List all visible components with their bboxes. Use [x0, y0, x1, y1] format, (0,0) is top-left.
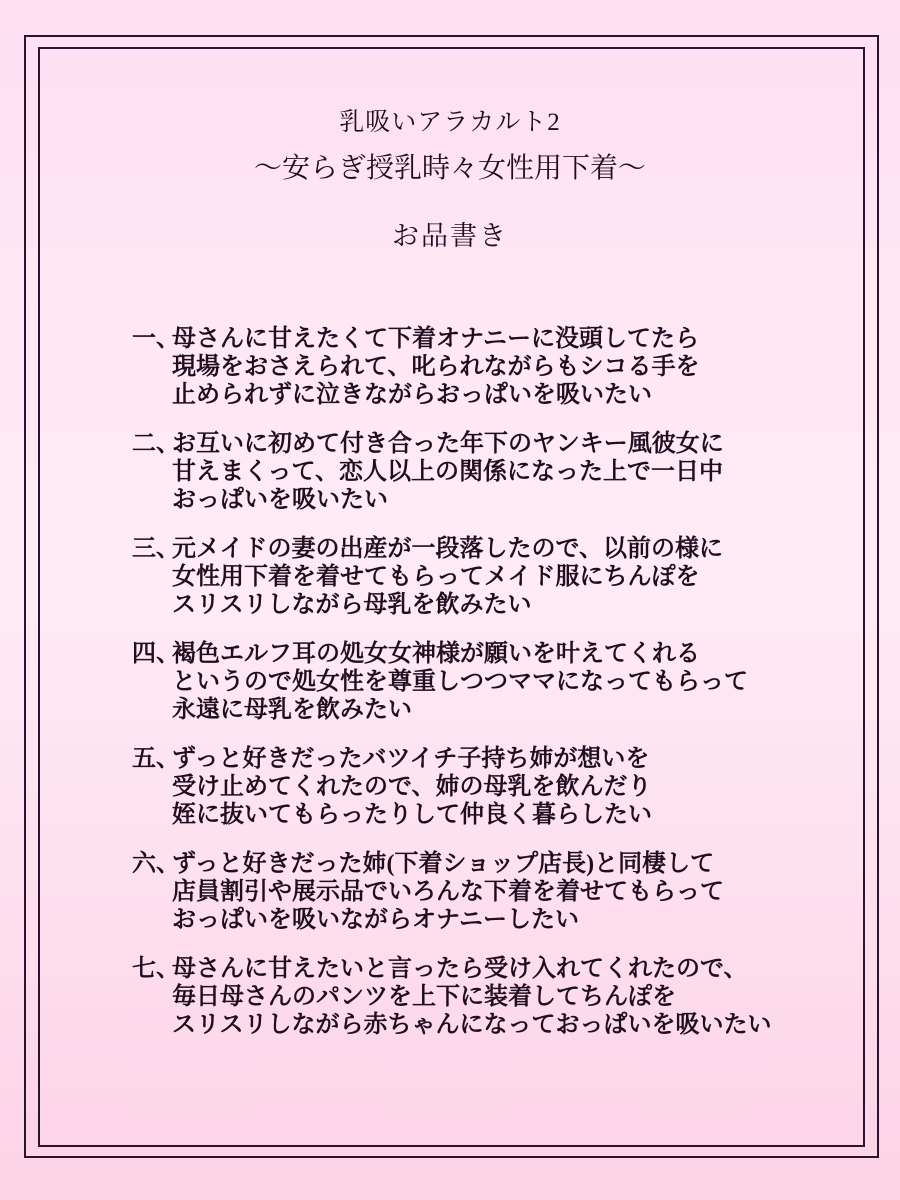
- menu-item-5: [132, 745, 852, 829]
- menu-item-marker: 四、: [132, 641, 180, 667]
- menu-item-line: 止められずに泣きながらおっぱいを吸いたい: [172, 382, 652, 408]
- menu-item-marker: 五、: [132, 746, 180, 772]
- menu-item-line: [132, 640, 852, 668]
- menu-item-1: [132, 325, 852, 409]
- doujin-subtitle: ～安らぎ授乳時々女性用下着～: [253, 153, 646, 184]
- menu-item-marker: 七、: [132, 956, 180, 982]
- menu-item-line: スリスリしながら赤ちゃんになっておっぱいを吸いたい: [172, 1012, 772, 1038]
- menu-item-2: [132, 430, 852, 514]
- menu-item-line: [132, 430, 852, 458]
- menu-item-marker: 一、: [132, 326, 180, 352]
- menu-item-line: [132, 535, 852, 563]
- title-block: [0, 102, 900, 186]
- menu-item-line: 受け止めてくれたので、姉の母乳を飲んだり: [172, 774, 652, 800]
- menu-item-marker: 三、: [132, 536, 180, 562]
- menu-item-line: [132, 850, 852, 878]
- menu-item-line: 姪に抜いてもらったりして仲良く暮らしたい: [172, 802, 652, 828]
- menu-item-line: 永遠に母乳を飲みたい: [172, 697, 412, 723]
- menu-item-line: 店員割引や展示品でいろんな下着を着せてもらって: [172, 879, 724, 905]
- menu-item-line: 毎日母さんのパンツを上下に装着してちんぽを: [172, 984, 676, 1010]
- menu-item-text: 母さんに甘えたくて下着オナニーに没頭してたら: [172, 326, 700, 352]
- menu-item-7: [132, 955, 852, 1039]
- menu-item-text: 元メイドの妻の出産が一段落したので、以前の様に: [172, 536, 724, 562]
- menu-list: [132, 325, 852, 1060]
- menu-item-4: [132, 640, 852, 724]
- menu-item-line: [132, 745, 852, 773]
- menu-item-text: ずっと好きだったバツイチ子持ち姉が想いを: [172, 746, 650, 772]
- menu-item-line: 甘えまくって、恋人以上の関係になった上で一日中: [172, 459, 724, 485]
- menu-item-marker: 六、: [132, 851, 180, 877]
- menu-heading: お品書き: [392, 221, 508, 251]
- menu-item-3: [132, 535, 852, 619]
- menu-item-line: 現場をおさえられて、叱られながらもシコる手を: [172, 354, 700, 380]
- menu-item-marker: 二、: [132, 431, 180, 457]
- menu-item-line: [132, 955, 852, 983]
- menu-item-line: 女性用下着を着せてもらってメイド服にちんぽを: [172, 564, 700, 590]
- menu-item-line: [132, 325, 852, 353]
- menu-item-text: ずっと好きだった姉(下着ショップ店長)と同棲して: [172, 851, 715, 877]
- menu-item-line: というので処女性を尊重しつつママになってもらって: [172, 669, 748, 695]
- menu-item-text: お互いに初めて付き合った年下のヤンキー風彼女に: [172, 431, 724, 457]
- menu-item-text: 褐色エルフ耳の処女女神様が願いを叶えてくれる: [172, 641, 700, 667]
- menu-item-text: 母さんに甘えたいと言ったら受け入れてくれたので、: [172, 956, 748, 982]
- doujin-title: 乳吸いアラカルト2: [339, 109, 561, 136]
- menu-item-line: スリスリしながら母乳を飲みたい: [172, 592, 532, 618]
- menu-item-6: [132, 850, 852, 934]
- menu-item-line: おっぱいを吸いたい: [172, 487, 388, 513]
- menu-item-line: おっぱいを吸いながらオナニーしたい: [172, 907, 580, 933]
